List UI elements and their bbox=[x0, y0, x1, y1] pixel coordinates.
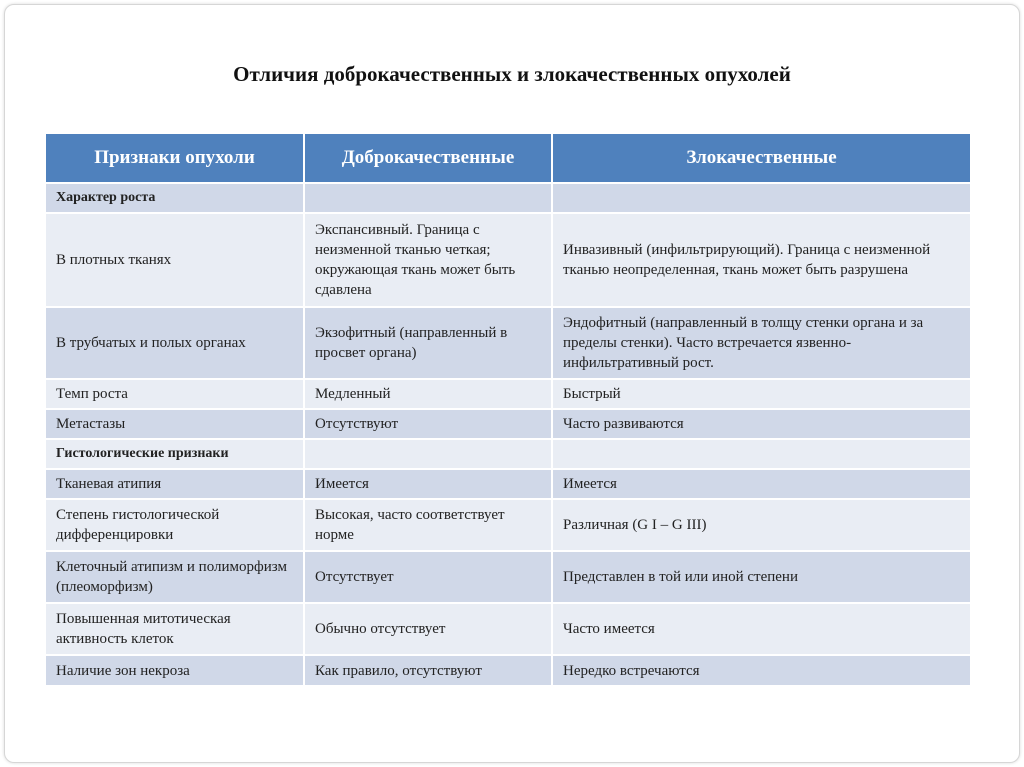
cell-sign: Наличие зон некроза bbox=[46, 655, 304, 685]
page-title: Отличия доброкачественных и злокачественных опухолей bbox=[233, 62, 791, 86]
cell-benign: Экзофитный (направленный в просвет органа) bbox=[304, 307, 552, 379]
cell-sign: Темп роста bbox=[46, 379, 304, 409]
cell-malignant: Представлен в той или иной степени bbox=[552, 551, 970, 603]
cell-malignant: Эндофитный (направленный в толщу стенки органа и за пределы стенки). Часто встречается язвенно-инфильтративный рост. bbox=[552, 307, 970, 379]
cell-benign: Экспансивный. Граница с неизменной тканью четкая; окружающая ткань может быть сдавлена bbox=[304, 213, 552, 307]
table-body bbox=[46, 183, 970, 685]
cell-malignant: Часто имеется bbox=[552, 603, 970, 655]
cell-malignant: Имеется bbox=[552, 469, 970, 499]
cell-sign: Тканевая атипия bbox=[46, 469, 304, 499]
table-row bbox=[46, 655, 970, 685]
cell-malignant: Быстрый bbox=[552, 379, 970, 409]
section-row bbox=[46, 439, 970, 469]
cell-benign: Как правило, отсутствуют bbox=[304, 655, 552, 685]
cell-malignant: Инвазивный (инфильтрирующий). Граница с неизменной тканью неопределенная, ткань может быть разрушена bbox=[552, 213, 970, 307]
cell-benign: Обычно отсутствует bbox=[304, 603, 552, 655]
cell-benign: Высокая, часто соответствует норме bbox=[304, 499, 552, 551]
cell-sign: В трубчатых и полых органах bbox=[46, 307, 304, 379]
table-row bbox=[46, 499, 970, 551]
table-row bbox=[46, 603, 970, 655]
cell-sign: Клеточный атипизм и полиморфизм (плеоморфизм) bbox=[46, 551, 304, 603]
comparison-table bbox=[46, 134, 970, 685]
cell-malignant bbox=[552, 439, 970, 469]
cell-sign: В плотных тканях bbox=[46, 213, 304, 307]
cell-sign: Метастазы bbox=[46, 409, 304, 439]
cell-malignant bbox=[552, 183, 970, 213]
cell-benign bbox=[304, 439, 552, 469]
cell-benign: Отсутствуют bbox=[304, 409, 552, 439]
header-cell-benign: Доброкачественные bbox=[304, 134, 552, 183]
cell-malignant: Нередко встречаются bbox=[552, 655, 970, 685]
cell-benign: Медленный bbox=[304, 379, 552, 409]
cell-sign: Повышенная митотическая активность клеток bbox=[46, 603, 304, 655]
table-row bbox=[46, 551, 970, 603]
cell-benign: Имеется bbox=[304, 469, 552, 499]
table-row bbox=[46, 469, 970, 499]
cell-sign: Характер роста bbox=[46, 183, 304, 213]
cell-sign: Степень гистологической дифференцировки bbox=[46, 499, 304, 551]
header-cell-signs: Признаки опухоли bbox=[46, 134, 304, 183]
cell-benign bbox=[304, 183, 552, 213]
cell-malignant: Часто развиваются bbox=[552, 409, 970, 439]
header-cell-malignant: Злокачественные bbox=[552, 134, 970, 183]
table-row bbox=[46, 409, 970, 439]
cell-benign: Отсутствует bbox=[304, 551, 552, 603]
cell-malignant: Различная (G I – G III) bbox=[552, 499, 970, 551]
table-row bbox=[46, 213, 970, 307]
cell-sign: Гистологические признаки bbox=[46, 439, 304, 469]
section-row bbox=[46, 183, 970, 213]
header-row bbox=[46, 134, 970, 183]
table-row bbox=[46, 307, 970, 379]
table-row bbox=[46, 379, 970, 409]
